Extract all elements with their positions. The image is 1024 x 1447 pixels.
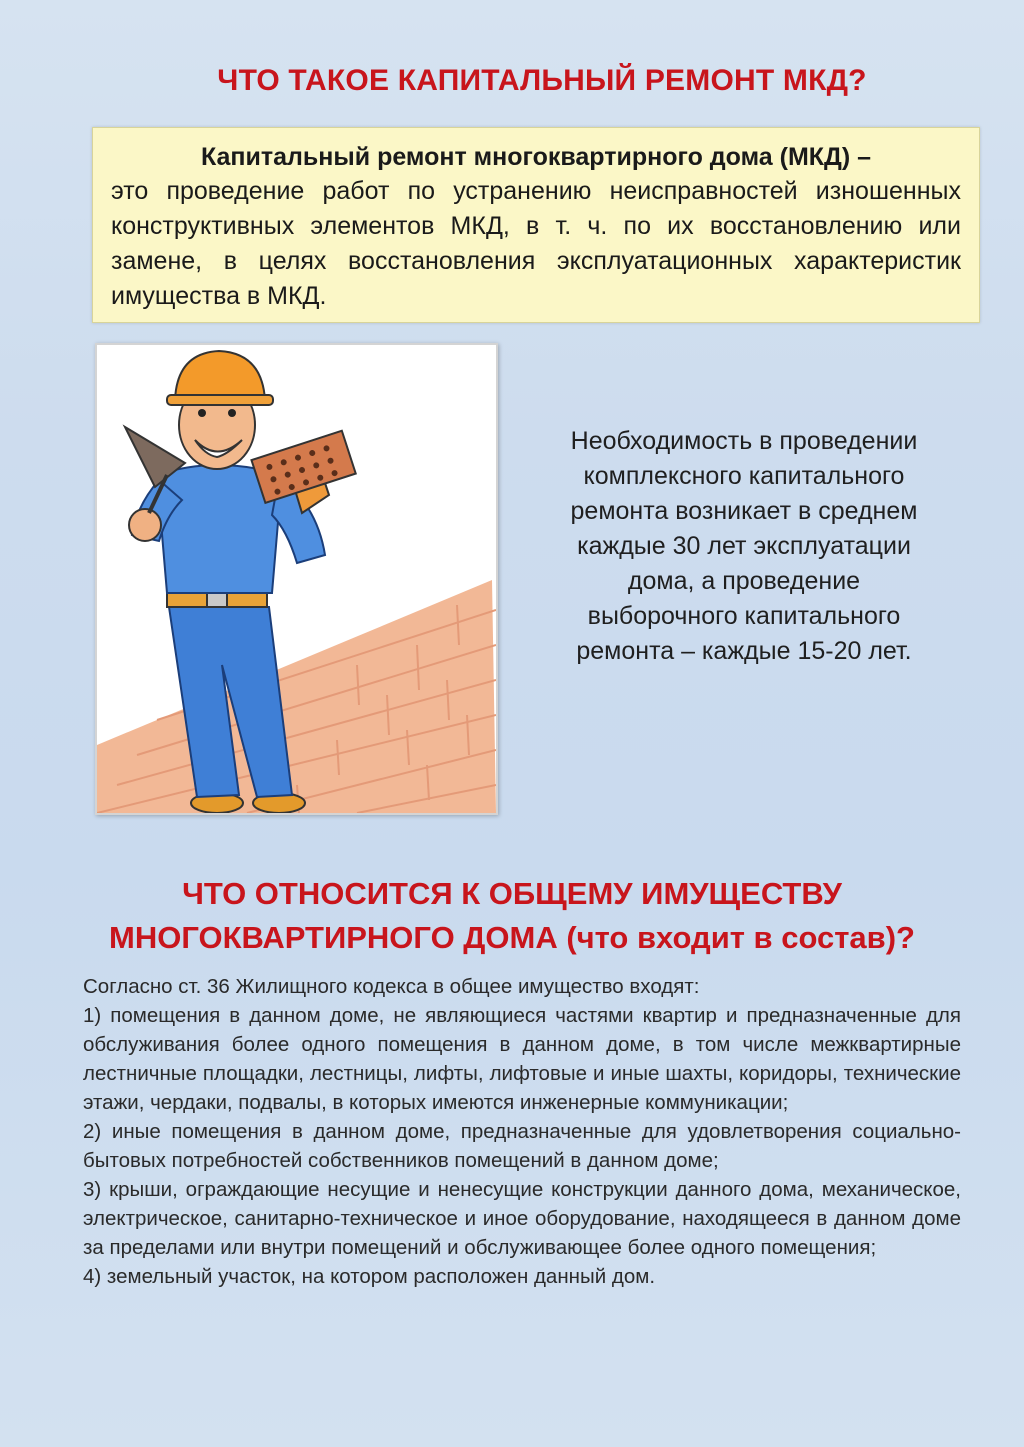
section-heading-line-1: ЧТО ОТНОСИТСЯ К ОБЩЕМУ ИМУЩЕСТВУ	[182, 876, 842, 911]
worker-illustration	[95, 343, 498, 815]
definition-term: Капитальный ремонт многоквартирного дома (МКД) –	[200, 143, 872, 171]
worker-image	[97, 345, 496, 813]
list-item: 2) иные помещения в данном доме, предназначенные для удовлетворения социально-бытовых потребностей собственников помещений в данном доме;	[83, 1120, 961, 1172]
section-heading	[0, 872, 1024, 960]
section-heading-line-2: МНОГОКВАРТИРНОГО ДОМА (что входит в состав)?	[109, 920, 915, 955]
list-item: 3) крыши, ограждающие несущие и ненесущие конструкции данного дома, механическое, электрическое, санитарно-техническое и иное оборудование, находящееся в данном доме за пределами или внутри помещений и обслуживающее более одного помещения;	[83, 1178, 961, 1259]
page-title: ЧТО ТАКОЕ КАПИТАЛЬНЫЙ РЕМОНТ МКД?	[217, 64, 867, 97]
list-item: 4) земельный участок, на котором расположен данный дом.	[83, 1265, 656, 1288]
list-item: 1) помещения в данном доме, не являющиеся частями квартир и предназначенные для обслуживания более одного помещения в данном доме, в том числе межквартирные лестничные площадки, лестницы, лифты, лифтовые и иные шахты, коридоры, технические этажи, чердаки, подвалы, в которых имеются инженерные коммуникации;	[83, 1004, 961, 1114]
definition-box	[92, 127, 980, 323]
common-property-list	[83, 972, 961, 1291]
law-intro: Согласно ст. 36 Жилищного кодекса в общее имущество входят:	[83, 975, 700, 998]
definition-text: это проведение работ по устранению неисправностей изношенных конструктивных элементов МКД, в т. ч. по их восстановлению или замене, в целях восстановления эксплуатационных характеристик имущества в МКД.	[111, 177, 961, 310]
capital-repair-frequency-note: Необходимость в проведении комплексного капитального ремонта возникает в среднем каждые 30 лет эксплуатации дома, а проведение выборочного капитального ремонта – каждые 15-20 лет.	[570, 427, 918, 665]
